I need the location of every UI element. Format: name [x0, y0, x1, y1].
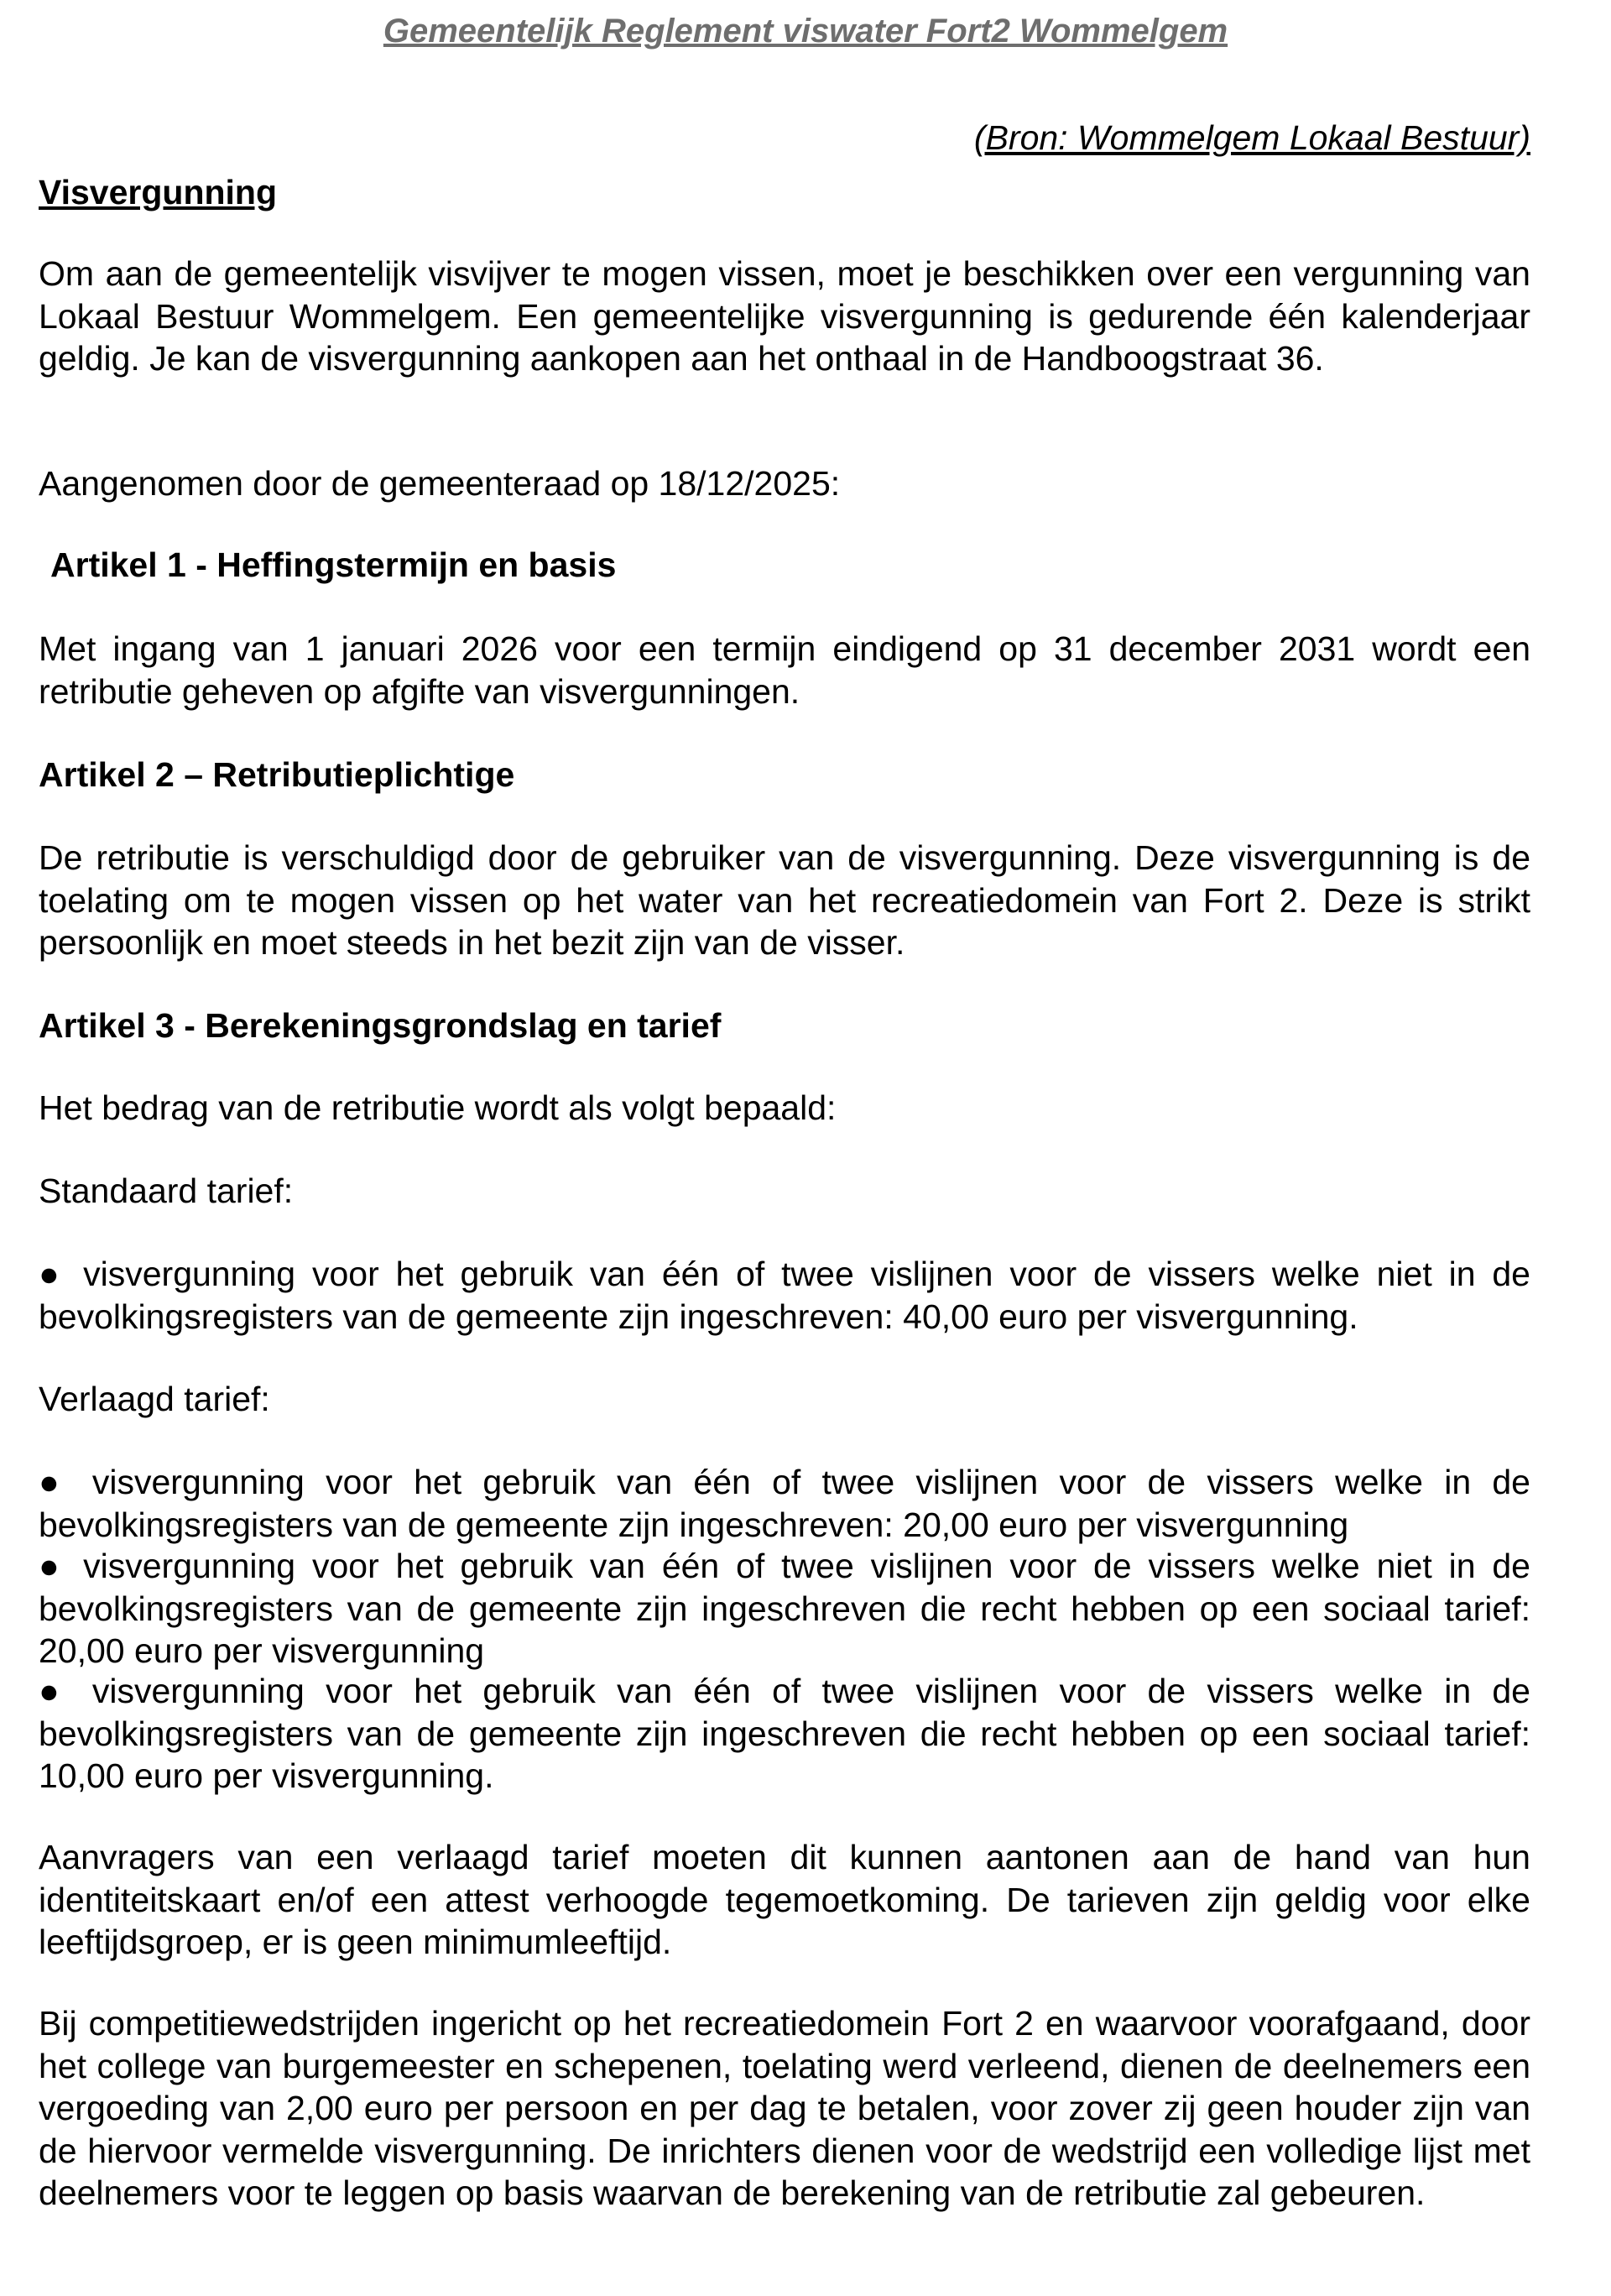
- reduced-tariff-item: [39, 1461, 1530, 1546]
- section-heading-visvergunning: Visvergunning: [39, 173, 278, 211]
- article-2-heading: Artikel 2 – Retributieplichtige: [39, 755, 515, 794]
- source-note: (Bron: Wommelgem Lokaal Bestuur): [973, 118, 1530, 157]
- reduced-tariff-item: [39, 1670, 1530, 1798]
- article-1-text: Met ingang van 1 januari 2026 voor een termijn eindigend op 31 december 2031 wordt een retributie geheven op afgifte van visvergunningen.: [39, 629, 1530, 711]
- reduced-tariff-item: [39, 1545, 1530, 1672]
- article-3-intro: Het bedrag van de retributie wordt als volgt bepaald:: [39, 1088, 837, 1127]
- adopted-statement: Aangenomen door de gemeenteraad op 18/12/2025:: [39, 464, 841, 503]
- reduced-tariff-label: Verlaagd tarief:: [39, 1380, 270, 1418]
- bullet-icon: ●: [39, 1463, 71, 1501]
- document-title: Gemeentelijk Reglement viswater Fort2 Wommelgem: [383, 13, 1228, 50]
- article-2-text: De retributie is verschuldigd door de gebruiker van de visvergunning. Deze visvergunning is de toelating om te mogen vissen op het water van het recreatiedomein van Fort 2. Deze is strikt persoonlijk en moet steeds in het bezit zijn van de visser.: [39, 838, 1530, 962]
- article-1-heading: Artikel 1 - Heffingstermijn en basis: [50, 545, 617, 584]
- standard-tariff-item: [39, 1253, 1530, 1338]
- reduced-tariff-note: Aanvragers van een verlaagd tarief moeten dit kunnen aantonen aan de hand van hun identiteitskaart en/of een attest verhoogde tegemoetkoming. De tarieven zijn geldig voor elke leeftijdsgroep, er is geen minimumleeftijd.: [39, 1838, 1530, 1961]
- competition-note: Bij competitiewedstrijden ingericht op het recreatiedomein Fort 2 en waarvoor voorafgaand, door het college van burgemeester en schepenen, toelating werd verleend, dienen de deelnemers een vergoeding van 2,00 euro per persoon en per dag te betalen, voor zover zij geen houder zijn van de hiervoor vermelde visvergunning. De inrichters dienen voor de wedstrijd een volledige lijst met deelnemers voor te leggen op basis waarvan de berekening van de retributie zal gebeuren.: [39, 2004, 1530, 2212]
- standard-tariff-label: Standaard tarief:: [39, 1171, 294, 1210]
- bullet-icon: ●: [39, 1255, 67, 1293]
- intro-paragraph: Om aan de gemeentelijk visvijver te mogen vissen, moet je beschikken over een vergunning van Lokaal Bestuur Wommelgem. Een gemeentelijke visvergunning is gedurende één kalenderjaar geldig. Je kan de visvergunning aankopen aan het onthaal in de Handboogstraat 36.: [39, 254, 1530, 378]
- bullet-icon: ●: [39, 1547, 67, 1585]
- reduced-tariff-item-text: visvergunning voor het gebruik van één of twee vislijnen voor de vissers welke in de bevolkingsregisters van de gemeente zijn ingeschreven: 20,00 euro per visvergunning: [39, 1463, 1530, 1544]
- reduced-tariff-item-text: visvergunning voor het gebruik van één of twee vislijnen voor de vissers welke in de bevolkingsregisters van de gemeente zijn ingeschreven die recht hebben op een sociaal tarief: 10,00 euro per visvergunning.: [39, 1672, 1530, 1795]
- article-3-heading: Artikel 3 - Berekeningsgrondslag en tarief: [39, 1006, 722, 1045]
- reduced-tariff-item-text: visvergunning voor het gebruik van één of twee vislijnen voor de vissers welke niet in de bevolkingsregisters van de gemeente zijn ingeschreven die recht hebben op een sociaal tarief: 20,00 euro per visvergunning: [39, 1547, 1530, 1670]
- standard-tariff-item-text: visvergunning voor het gebruik van één of twee vislijnen voor de vissers welke niet in de bevolkingsregisters van de gemeente zijn ingeschreven: 40,00 euro per visvergunning.: [39, 1255, 1530, 1336]
- bullet-icon: ●: [39, 1672, 71, 1710]
